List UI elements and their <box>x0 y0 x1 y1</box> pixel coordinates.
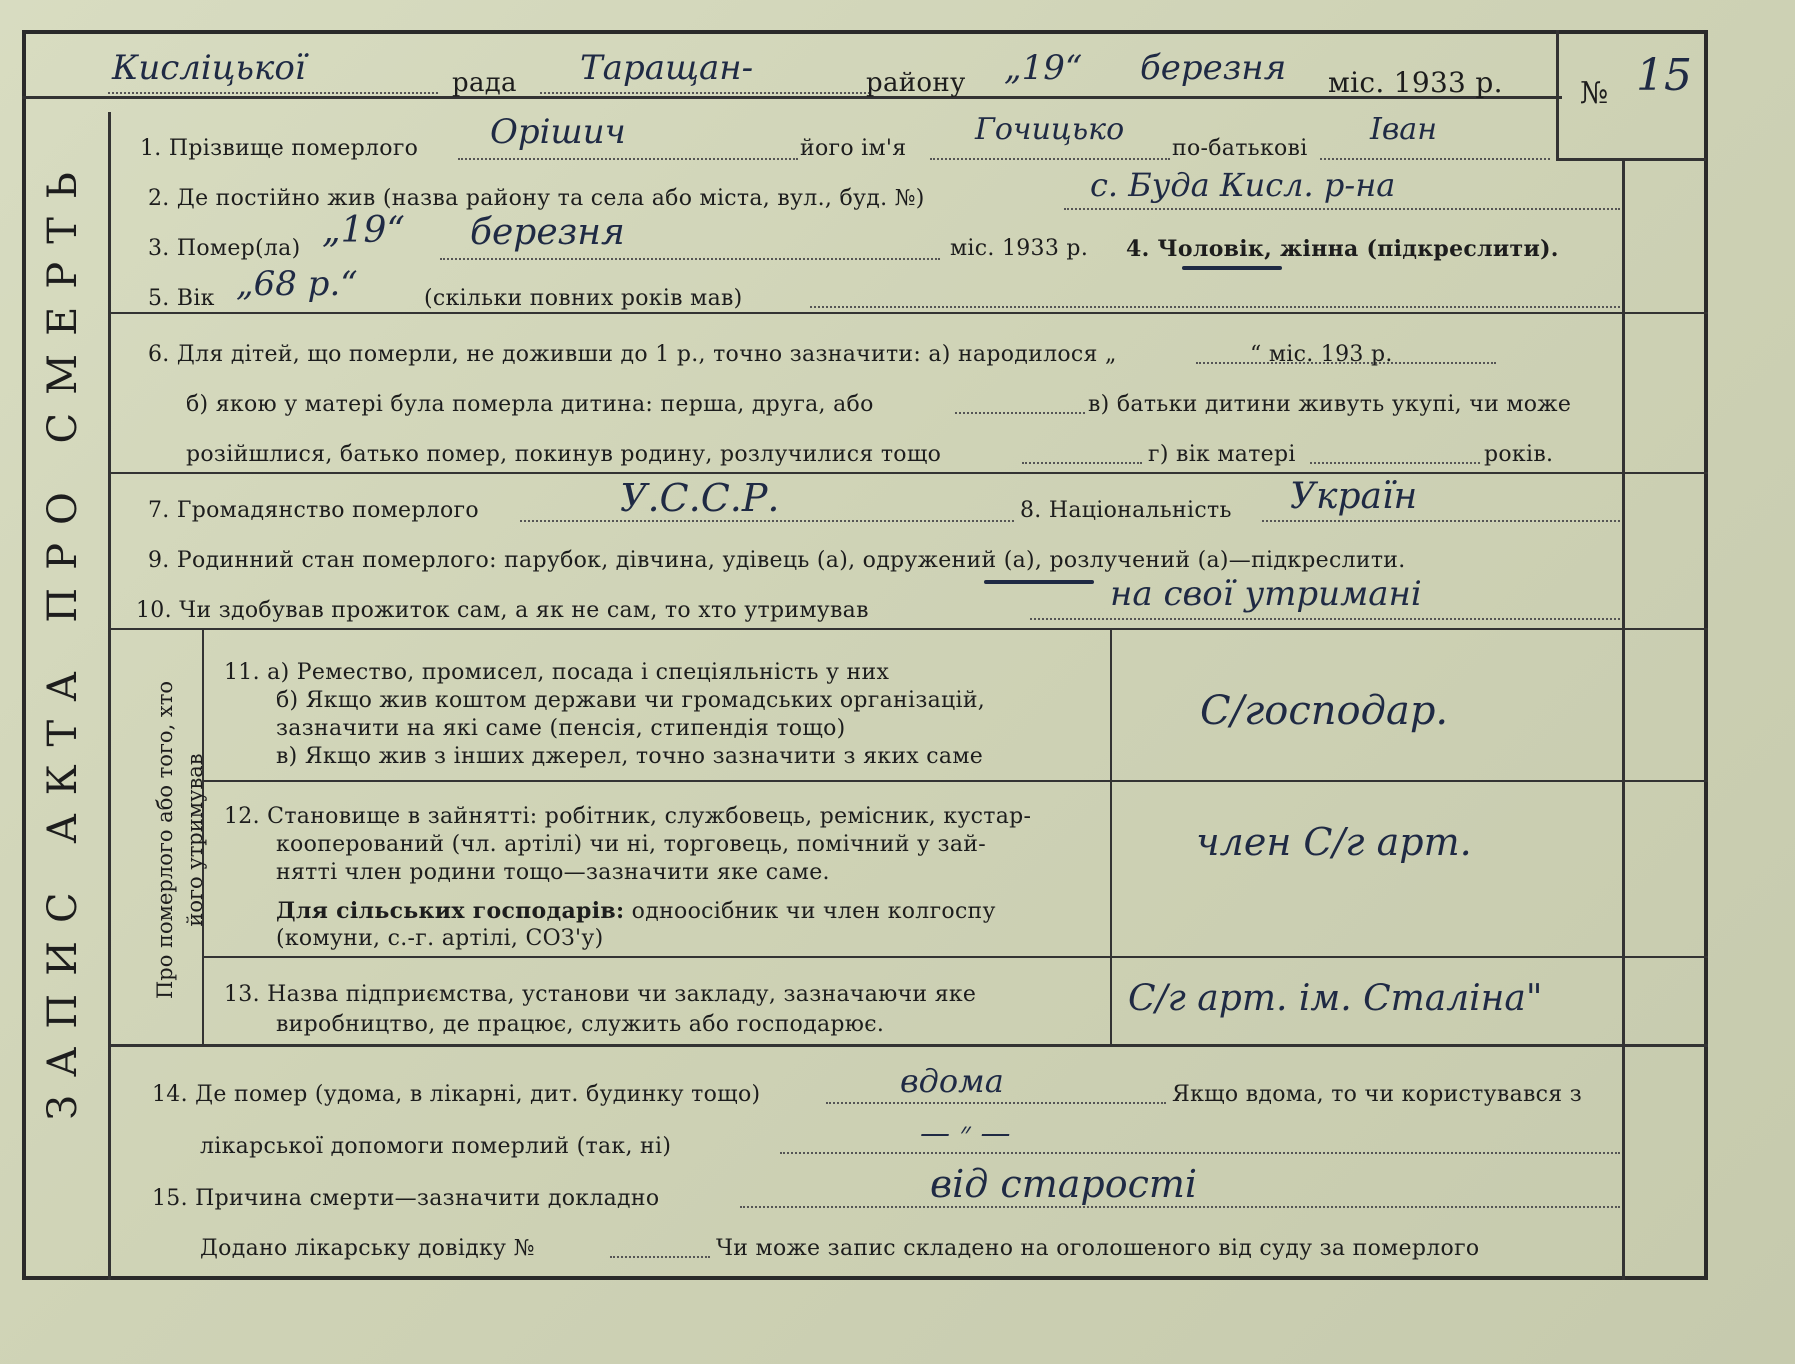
court-declared-label: Чи може запис складено на оголошеного від суду за померлого <box>716 1236 1480 1261</box>
employment-line4-rest: одноосібник чи член колгоспу <box>624 899 996 924</box>
header-number-value: 15 <box>1636 50 1692 101</box>
child-line1: 6. Для дітей, що померли, не доживши до 1 р., точно зазначити: а) народилося „ <box>148 342 1117 367</box>
employment-line3: нятті член родини тощо—зазначити яке саме. <box>276 860 830 885</box>
sex-label: 4. Чоловік, жінна (підкреслити). <box>1126 236 1559 262</box>
header-number-label: № <box>1580 76 1609 111</box>
surname-value: Орішич <box>490 112 626 152</box>
nationality-label: 8. Національність <box>1020 498 1232 523</box>
sep-after-row13 <box>108 1044 1708 1047</box>
medical-help-value: — ״ — <box>920 1116 1011 1151</box>
enterprise-line2: виробництво, де працює, служить або господарює. <box>276 1012 885 1037</box>
citizenship-label: 7. Громадянство померлого <box>148 498 479 523</box>
header-day-value: „19“ <box>1004 48 1083 88</box>
residence-label: 2. Де постійно жив (назва району та села або міста, вул., буд. №) <box>148 186 925 211</box>
inner-col-2 <box>1110 630 1112 1044</box>
occupation-value: С/господар. <box>1200 688 1449 734</box>
side-subtitle: Про померлого або того, хто його утримував <box>153 680 207 1000</box>
nationality-value: Україн <box>1290 476 1418 517</box>
name-value: Гочицько <box>975 112 1125 147</box>
place-of-death-label: 14. Де помер (удома, в лікарні, дит. будинку тощо) <box>152 1082 761 1107</box>
enterprise-line1: 13. Назва підприємства, установи чи закладу, зазначаючи яке <box>224 982 977 1007</box>
employment-line4-bold: Для сільських господарів: <box>276 898 625 924</box>
residence-value: с. Буда Кисл. р-на <box>1090 166 1396 204</box>
died-label: 3. Помер(ла) <box>148 236 301 261</box>
occupation-line3: зазначити на які саме (пенсія, стипендія тощо) <box>276 716 846 741</box>
employment-line2: кооперований (чл. артілі) чи ні, торговець, помічний у зай- <box>276 832 986 857</box>
died-day-value: „19“ <box>322 210 405 251</box>
side-title: ЗАПИС АКТА ПРО СМЕРТЬ <box>40 154 86 1120</box>
employment-value: член С/г арт. <box>1196 820 1472 864</box>
child-line2b: в) батьки дитини живуть укупі, чи може <box>1088 392 1572 417</box>
sep-after-row6 <box>108 472 1708 474</box>
header-raion-label: району <box>866 68 966 98</box>
livelihood-value: на свої утримані <box>1110 574 1422 614</box>
header-mis-year-label: міс. 1933 р. <box>1328 66 1503 99</box>
right-inner-border <box>1622 160 1625 1280</box>
occupation-line4: в) Якщо жив з інших джерел, точно зазначити з яких саме <box>276 744 984 769</box>
age-label: 5. Вік <box>148 286 215 311</box>
medical-certificate-label: Додано лікарську довідку № <box>200 1236 535 1261</box>
patronymic-value: Іван <box>1370 112 1437 147</box>
sep-after-row5 <box>108 312 1708 314</box>
child-line2a: б) якою у матері була померла дитина: перша, друга, або <box>186 392 874 417</box>
header-village-value: Кисліцької <box>112 48 306 88</box>
number-box-left <box>1556 30 1559 160</box>
enterprise-value: С/г арт. ім. Сталіна" <box>1128 978 1543 1019</box>
livelihood-label: 10. Чи здобував прожиток сам, а як не сам, то хто утримував <box>136 598 869 623</box>
employment-line5: (комуни, с.-г. артілі, СОЗ'у) <box>276 926 604 951</box>
occupation-line2: б) Якщо жив коштом держави чи громадських організацій, <box>276 688 986 713</box>
header-district-value: Таращан- <box>580 48 754 88</box>
employment-line4 <box>276 898 996 924</box>
child-line3c: років. <box>1484 442 1554 467</box>
marital-label: 9. Родинний стан померлого: парубок, дівчина, удівець (а), одружений (а), розлучений (а)—підкреслити. <box>148 548 1406 573</box>
died-month-value: березня <box>470 212 625 253</box>
age-value: „68 р.“ <box>236 264 358 304</box>
surname-label: 1. Прізвище померлого <box>140 136 419 161</box>
cause-of-death-label: 15. Причина смерти—зазначити докладно <box>152 1186 660 1211</box>
child-line3b: г) вік матері <box>1148 442 1296 467</box>
home-medical-label: Якщо вдома, то чи користувався з <box>1172 1082 1583 1107</box>
cause-of-death-value: від старості <box>930 1162 1198 1206</box>
sep-after-row10 <box>108 628 1708 630</box>
age-hint-label: (скільки повних років мав) <box>424 286 743 311</box>
citizenship-value: У.С.С.Р. <box>620 476 780 520</box>
child-line1-end: “ міс. 193 р. <box>1250 342 1393 367</box>
marital-married-underline <box>984 580 1094 584</box>
header-rada-label: рада <box>452 68 517 98</box>
sex-male-underline <box>1182 266 1282 270</box>
sep-row11-12 <box>202 780 1708 782</box>
sep-row12-13 <box>202 956 1708 958</box>
child-line3a: розійшлися, батько помер, покинув родину, розлучилися тощо <box>186 442 942 467</box>
side-column-divider <box>108 112 111 1280</box>
patronymic-label: по-батькові <box>1172 136 1308 161</box>
header-month-value: березня <box>1140 48 1287 88</box>
died-mis-label: міс. 1933 р. <box>950 236 1089 261</box>
place-of-death-value: вдома <box>900 1062 1004 1100</box>
medical-help-label: лікарської допомоги померлий (так, ні) <box>200 1134 672 1159</box>
number-box-bottom <box>1556 158 1706 161</box>
employment-line1: 12. Становище в зайнятті: робітник, службовець, ремісник, кустар- <box>224 804 1032 829</box>
occupation-line1: 11. а) Ремество, промисел, посада і спеціяльність у них <box>224 660 890 685</box>
name-label: його ім'я <box>800 136 907 161</box>
